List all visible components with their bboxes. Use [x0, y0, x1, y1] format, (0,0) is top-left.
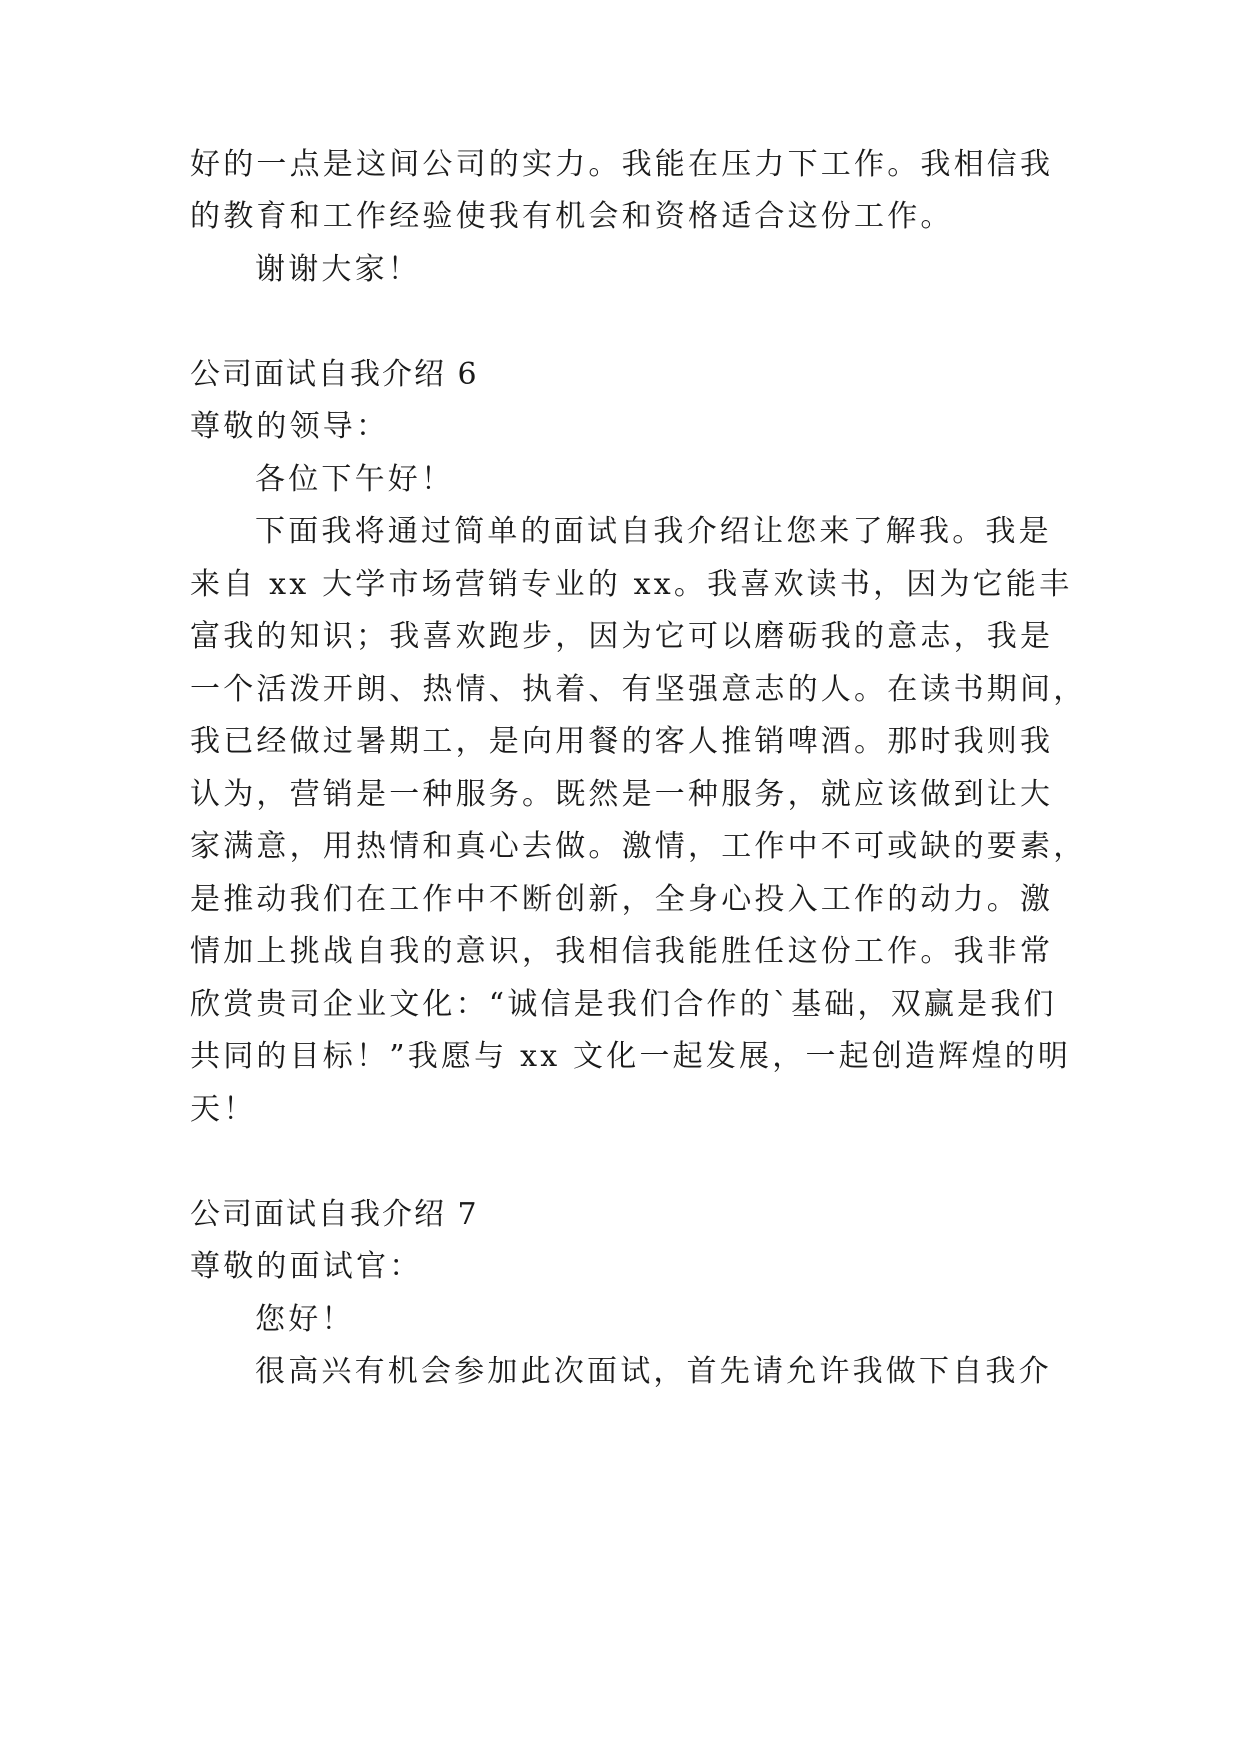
paragraph-line: 情加上挑战自我的意识，我相信我能胜任这份工作。我非常 [190, 934, 1054, 969]
paragraph-line: 好的一点是这间公司的实力。我能在压力下工作。我相信我 [190, 147, 1054, 182]
paragraph-line: 认为，营销是一种服务。既然是一种服务，就应该做到让大 [190, 777, 1054, 812]
paragraph-line: 富我的知识；我喜欢跑步，因为它可以磨砺我的意志，我是 [190, 619, 1054, 654]
paragraph-line: 家满意，用热情和真心去做。激情，工作中不可或缺的要素， [190, 829, 1087, 864]
section-title-6: 公司面试自我介绍 6 [190, 357, 479, 392]
section-title-7: 公司面试自我介绍 7 [190, 1197, 479, 1232]
paragraph-line: 一个活泼开朗、热情、执着、有坚强意志的人。在读书期间， [190, 672, 1087, 707]
greeting-6: 各位下午好！ [255, 462, 455, 497]
paragraph-line: 下面我将通过简单的面试自我介绍让您来了解我。我是 [255, 514, 1052, 549]
paragraph-line: 很高兴有机会参加此次面试，首先请允许我做下自我介 [255, 1354, 1052, 1389]
paragraph-line: 的教育和工作经验使我有机会和资格适合这份工作。 [190, 199, 954, 234]
greeting-7: 您好！ [255, 1302, 355, 1337]
paragraph-line: 共同的目标！”我愿与 xx 文化一起发展，一起创造辉煌的明 [190, 1039, 1072, 1074]
paragraph-line: 我已经做过暑期工，是向用餐的客人推销啤酒。那时我则我 [190, 724, 1054, 759]
closing-line: 谢谢大家！ [255, 252, 421, 287]
paragraph-line: 是推动我们在工作中不断创新，全身心投入工作的动力。激 [190, 882, 1054, 917]
paragraph-line: 天！ [190, 1092, 257, 1127]
salutation-7: 尊敬的面试官： [190, 1249, 423, 1284]
salutation-6: 尊敬的领导： [190, 409, 390, 444]
paragraph-line: 欣赏贵司企业文化：“诚信是我们合作的`基础，双赢是我们 [190, 987, 1057, 1022]
paragraph-line: 来自 xx 大学市场营销专业的 xx。我喜欢读书，因为它能丰 [190, 567, 1073, 602]
